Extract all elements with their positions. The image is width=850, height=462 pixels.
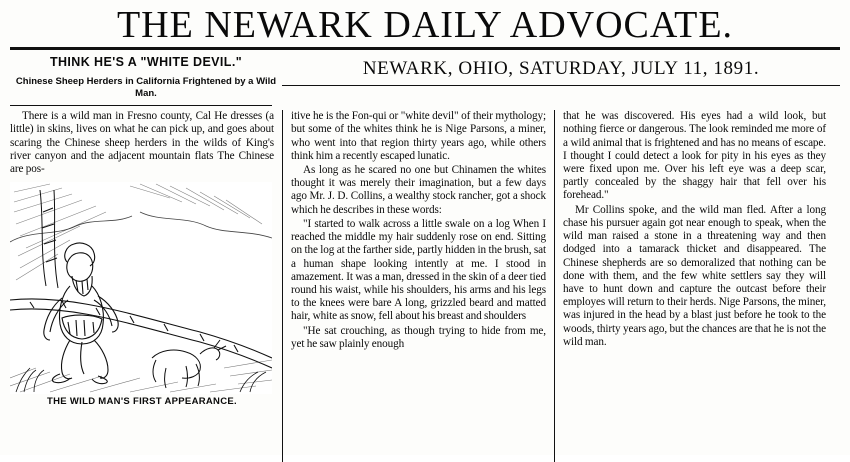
dateline-rule xyxy=(282,85,840,86)
illustration-caption: THE WILD MAN'S FIRST APPEARANCE. xyxy=(47,396,237,408)
paragraph: There is a wild man in Fresno county, Cal He dresses (a little) in skins, lives on what he can pick up, and goes about scaring the Chinese sheep herders in the wilds of King's river canyon and the adjacent mountain flats The Chinese are pos- xyxy=(10,110,274,175)
masthead xyxy=(0,0,850,44)
paragraph: "I started to walk across a little swale on a log When I reached the middle my hair suddenly rose on end. Sitting on the log at the farther side, partly hidden in the brush, sat a human shape looking intently at me. I stood in amazement. It was a man, dressed in the skin of a deer tied round his waist, while his shoulders, his arms and his legs to the knees were bare A long, grizzled beard and matted hair, white as snow, fell about his breast and shoulders xyxy=(291,217,546,323)
dateline: NEWARK, OHIO, SATURDAY, JULY 11, 1891. xyxy=(362,58,760,79)
article-subheadline: Chinese Sheep Herders in California Frightened by a Wild Man. xyxy=(15,76,277,100)
headline-rule xyxy=(10,105,272,106)
newspaper-title: THE NEWARK DAILY ADVOCATE. xyxy=(116,4,734,46)
paragraph: itive he is the Fon-qui or "white devil" of their mythology; but some of the whites think he is Nige Parsons, a miner, who went into that region thirty years ago, while others think him a recently escaped lunatic. xyxy=(291,110,546,162)
subheader-band xyxy=(0,50,850,100)
column-1 xyxy=(10,110,282,462)
paragraph: As long as he scared no one but Chinamen the whites thought it was merely their imagination, but a few days ago Mr. J. D. Collins, a wealthy stock rancher, got a shock which he describes in these words: xyxy=(291,164,546,216)
headline-block xyxy=(10,52,282,100)
paragraph: "He sat crouching, as though trying to hide from me, yet he saw plainly enough xyxy=(291,324,546,350)
paragraph: Mr Collins spoke, and the wild man fled. After a long chase his pursuer again got near enough to speak, when the wild man raised a stone in a threatening way and then dodged into a tamarack thicket and disappeared. The Chinese shepherds are so demoralized that nothing can be done with them, and the few white settlers say they will have to hunt down and capture the outcast before their employes will return to their herds. Nige Parsons, the miner, was injured in the head by a blast just before he took to the woods, thirty years ago, but the chances are that he is not the wild man. xyxy=(563,203,826,348)
paragraph: that he was discovered. His eyes had a wild look, but nothing fierce or dangerous. The look reminded me more of a wild animal that is frightened and has no means of escape. I thought I could detect a look for pity in his eyes as they were fixed upon me. Over his left eye was a deep scar, partly concealed by the shaggy hair that fell over his forehead." xyxy=(563,110,826,202)
column-3 xyxy=(554,110,826,462)
dateline-block xyxy=(282,52,840,86)
article-columns xyxy=(0,110,850,462)
column-2 xyxy=(282,110,554,462)
wild-man-illustration xyxy=(10,182,272,394)
article-headline: THINK HE'S A "WHITE DEVIL." xyxy=(49,55,243,69)
